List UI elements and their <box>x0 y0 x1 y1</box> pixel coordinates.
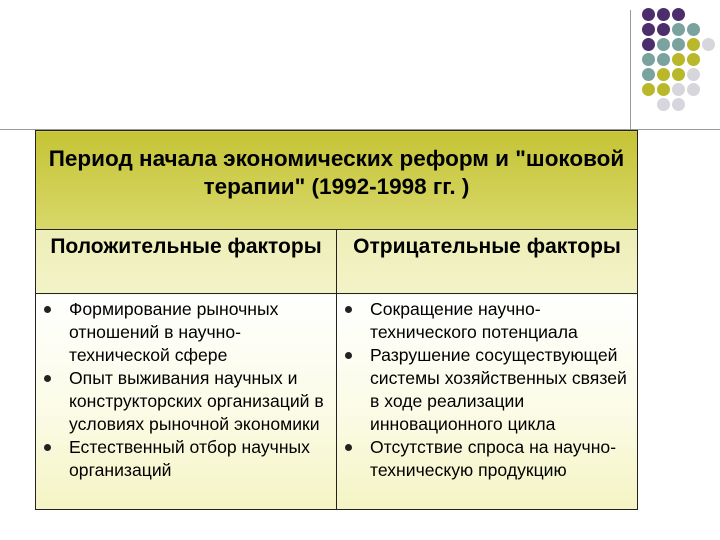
negative-factors-list <box>337 294 638 510</box>
bullet-icon <box>44 306 51 313</box>
decor-dot <box>687 38 700 51</box>
list-item: Опыт выживания научных и конструкторских организаций в условиях рыночной экономики <box>38 367 332 436</box>
decor-dot <box>657 83 670 96</box>
decor-dot <box>657 38 670 51</box>
negative-factors-header: Отрицательные факторы <box>337 230 638 294</box>
positive-factors-list <box>36 294 337 510</box>
decor-dot <box>687 83 700 96</box>
decor-dot <box>672 53 685 66</box>
positive-factors-header: Положительные факторы <box>36 230 337 294</box>
decor-dot <box>657 98 670 111</box>
list-item: Отсутствие спроса на научно-техническую продукцию <box>339 436 633 482</box>
decorative-vertical-line <box>630 10 631 130</box>
decor-dot <box>672 98 685 111</box>
list-item: Сокращение научно-технического потенциала <box>339 298 633 344</box>
decor-dot <box>657 8 670 21</box>
decor-dot <box>642 38 655 51</box>
list-item: Естественный отбор научных организаций <box>38 436 332 482</box>
decor-dot <box>672 38 685 51</box>
bullet-icon <box>345 352 352 359</box>
decor-dot <box>642 8 655 21</box>
decor-dot <box>687 68 700 81</box>
list-item: Разрушение сосуществующей системы хозяйственных связей в ходе реализации инновационного цикла <box>339 344 633 436</box>
list-item: Формирование рыночных отношений в научно-технической сфере <box>38 298 332 367</box>
decor-dot <box>672 68 685 81</box>
decor-dot <box>642 68 655 81</box>
slide-title: Период начала экономических реформ и "шоковой терапии" (1992-1998 гг. ) <box>36 131 638 230</box>
decor-dot <box>672 8 685 21</box>
decor-dot <box>657 68 670 81</box>
factors-table <box>35 130 638 510</box>
decor-dot <box>702 38 715 51</box>
decor-dot <box>672 23 685 36</box>
decor-dot <box>657 23 670 36</box>
bullet-icon <box>345 444 352 451</box>
decor-dot <box>642 53 655 66</box>
decor-dot <box>642 83 655 96</box>
decor-dot <box>642 23 655 36</box>
decor-dot <box>672 83 685 96</box>
decor-dot <box>687 23 700 36</box>
bullet-icon <box>44 444 51 451</box>
decorative-dot-grid <box>640 8 720 118</box>
decor-dot <box>657 53 670 66</box>
bullet-icon <box>44 375 51 382</box>
decor-dot <box>687 53 700 66</box>
bullet-icon <box>345 306 352 313</box>
